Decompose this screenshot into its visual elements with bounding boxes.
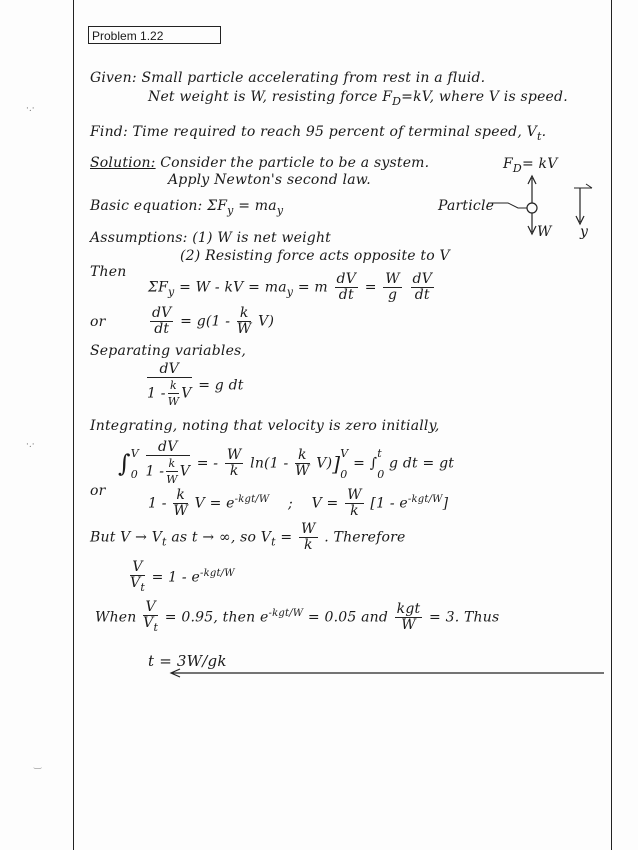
scan-mark: ‿ (34, 760, 42, 770)
int-k-over-w (166, 456, 178, 487)
then-dt-2: dt (414, 287, 430, 303)
int-dv: dV (146, 440, 191, 456)
solution-label: Solution: (90, 155, 156, 171)
int-gdt: g dt (389, 455, 418, 472)
find-line (90, 124, 546, 143)
integral-sign: ∫ (118, 449, 131, 478)
sep-fraction (147, 362, 192, 409)
find-sub: t (536, 129, 542, 143)
solution-line-1 (90, 155, 429, 171)
then-mid: = W - kV = ma (179, 279, 287, 296)
but-sub: t (162, 535, 167, 549)
or1-equation (148, 306, 274, 337)
then-dt: dt (338, 287, 354, 303)
int-mid: = - (196, 455, 219, 472)
basic-equation-line (90, 198, 283, 217)
sep-dv: dV (147, 362, 192, 378)
then-w: W (385, 271, 400, 287)
or1-dt: dt (154, 321, 170, 337)
t-lower: 0 (377, 467, 385, 481)
int-v: V (179, 463, 191, 480)
but-eq: = (280, 529, 293, 546)
ratio-exp: -kgt/W (200, 567, 235, 579)
scan-mark: ·.· (26, 104, 35, 114)
sep-k: k (168, 378, 180, 394)
ratio-equation (128, 560, 235, 595)
sep-w: W (167, 395, 180, 408)
int-k2: k (229, 463, 239, 479)
when-den (143, 616, 158, 635)
given-text-2: Net weight is W, resisting force F (148, 89, 393, 105)
or2-v: V = e (194, 495, 235, 512)
or2-k: k (173, 488, 188, 504)
eval-lower: 0 (340, 467, 348, 481)
when-line (95, 600, 499, 635)
then-eq-w: = (364, 279, 377, 296)
int-v3: V) (316, 455, 333, 472)
or1-end: V) (258, 313, 275, 330)
int-k: k (166, 456, 178, 472)
ratio-den (130, 576, 145, 595)
basic-label: Basic equation: (90, 198, 203, 214)
or2-w2: W (347, 487, 362, 503)
when-label: When (95, 609, 137, 626)
int-fraction (146, 440, 191, 487)
ratio-v: V (130, 560, 145, 576)
or2-k-over-w (173, 488, 188, 519)
but-mid: as t → ∞, so V (171, 529, 272, 546)
ratio-vt: V (130, 575, 141, 591)
int-ln: ln(1 - (250, 455, 289, 472)
or2-equation (148, 488, 448, 519)
or2-bracket: [1 - e (370, 495, 408, 512)
int-gt: = gt (422, 455, 455, 472)
ratio-rhs: = 1 - e (151, 569, 200, 586)
int-w3: W (295, 463, 310, 479)
int-w-over-k (225, 448, 244, 479)
but-w-over-k (299, 522, 318, 553)
find-label: Find: (90, 124, 128, 140)
or-label-2: or (90, 483, 106, 499)
free-body-diagram (480, 170, 610, 240)
or2-exp2: -kgt/W (407, 493, 443, 505)
then-dvdt (335, 272, 358, 303)
when-val: = 0.95, then e (164, 609, 269, 626)
sep-v: V (181, 385, 192, 402)
ratio-vt-sub: t (140, 580, 145, 594)
sep-rhs: = g dt (198, 377, 244, 394)
drag-force-rest: = kV (521, 156, 558, 172)
then-dv-2: dV (412, 271, 433, 287)
assumption-2: (2) Resisting force acts opposite to V (180, 248, 450, 264)
when-end: = 3. Thus (429, 609, 500, 626)
given-label: Given: (90, 70, 137, 86)
result-arrow (168, 668, 608, 678)
int-w2: W (226, 447, 242, 463)
or2-w: W (173, 503, 188, 519)
ratio-v-over-vt (130, 560, 145, 595)
but-text: But V → V (90, 529, 163, 546)
then-g: g (387, 287, 398, 303)
or1-w: W (236, 321, 252, 337)
integral-upper: V (130, 446, 139, 460)
solution-line-2: Apply Newton's second law. (168, 172, 371, 188)
but-w: W (300, 521, 316, 537)
or2-sep: ; (288, 495, 293, 512)
particle-label: Particle (438, 198, 495, 214)
assumption-1: (1) W is net weight (192, 230, 332, 246)
eval-upper: V (340, 446, 349, 460)
int-eq-int: = ∫ (353, 455, 378, 472)
but-sub2: t (271, 535, 276, 549)
int-k3: k (295, 448, 310, 464)
int-den (146, 456, 191, 487)
margin-line-right (611, 0, 612, 850)
or2-close: ] (442, 495, 449, 512)
when-kgt: kgt (396, 600, 421, 617)
sep-den (147, 378, 192, 409)
integral-limits (131, 447, 139, 481)
integral-lower: 0 (130, 467, 138, 481)
int-k-over-w-3 (295, 448, 310, 479)
basic-rest-sub: y (276, 203, 284, 217)
eval-limits (340, 447, 348, 481)
when-exp: -kgt/W (268, 607, 304, 619)
or1-rhs: = g(1 - (180, 313, 231, 330)
or1-k-over-w (237, 306, 252, 337)
drag-force-symbol: F (503, 156, 513, 172)
then-lhs-sub: y (168, 285, 175, 299)
when-vt: V (143, 615, 154, 631)
problem-label: Problem 1.22 (88, 26, 220, 44)
or1-k: k (237, 306, 252, 322)
given-sub: D (392, 94, 402, 108)
t-upper: t (377, 446, 382, 460)
integrating-line: Integrating, noting that velocity is zero initially, (90, 418, 440, 434)
int-w: W (166, 473, 178, 486)
basic-sub: y (227, 203, 234, 217)
given-text-1: Small particle accelerating from rest in a fluid. (141, 70, 486, 86)
int-den-text: 1 - (145, 463, 165, 480)
then-eq-m: = m (297, 279, 328, 296)
given-text-2-rest: =kV, where V is speed. (401, 89, 568, 105)
t-limits (377, 447, 384, 481)
result-line: t = 3W/gk (148, 652, 227, 670)
or2-lhs: 1 - (148, 495, 167, 512)
separating-line: Separating variables, (90, 343, 247, 359)
then-mid-sub: y (286, 285, 294, 299)
then-label: Then (90, 264, 127, 280)
given-line-1 (90, 70, 485, 86)
when-v-over-vt (143, 600, 158, 635)
or2-w-over-k (345, 488, 364, 519)
integral-equation: ∫ V 0 dV 1 - $\frac{k}{W}$ V = - $\frac{W}{k}$ ln(1 - $\frac{k}{W}$ V)] V 0 = ∫ t 0 g dt = gt (118, 439, 455, 486)
or2-v2: V = (311, 495, 339, 512)
assumption-line-1 (90, 230, 331, 246)
solution-text-1: Consider the particle to be a system. (160, 155, 430, 171)
margin-line-left (73, 0, 74, 850)
or1-dv: dV (152, 305, 172, 321)
weight-label: W (537, 224, 552, 240)
then-equation (148, 272, 436, 303)
basic-rest: = ma (238, 198, 277, 214)
sep-k-over-w (168, 378, 180, 409)
given-line-2 (148, 89, 568, 108)
separated-equation (145, 362, 244, 409)
problem-box-edge (220, 26, 221, 44)
when-v: V (143, 600, 158, 616)
or2-exp: -kgt/W (234, 493, 270, 505)
or1-dvdt (150, 306, 173, 337)
when-w: W (401, 616, 416, 633)
or2-k2: k (350, 503, 359, 519)
basic-sum: ΣF (207, 198, 228, 214)
scan-mark: ·.· (26, 440, 35, 450)
sep-den-text: 1 - (147, 385, 166, 402)
or-label-1: or (90, 314, 106, 330)
but-end: . Therefore (324, 529, 406, 546)
when-mid: = 0.05 and (307, 609, 389, 626)
then-dv: dV (336, 271, 357, 287)
assumptions-label: Assumptions: (90, 230, 188, 246)
then-lhs: ΣF (148, 279, 169, 296)
then-dvdt-2 (411, 272, 434, 303)
but-k: k (303, 537, 313, 553)
when-kgt-over-w (395, 602, 423, 633)
but-line (90, 522, 406, 553)
find-text: Time required to reach 95 percent of terminal speed, V (132, 124, 537, 140)
find-end: . (541, 124, 547, 140)
drag-force-sub: D (512, 161, 522, 175)
axis-y-label: y (580, 224, 589, 240)
then-w-over-g (383, 272, 402, 303)
when-vt-sub: t (153, 620, 159, 634)
